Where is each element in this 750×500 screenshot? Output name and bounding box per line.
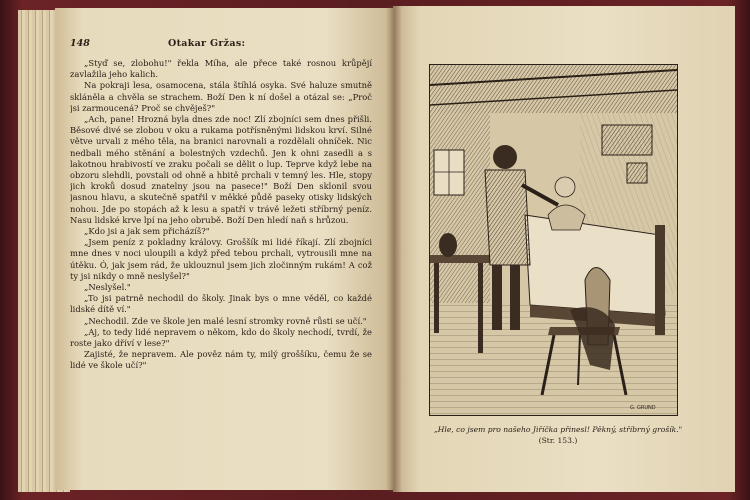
page-header	[70, 38, 370, 52]
book-gutter	[386, 6, 402, 492]
caption-text: „Hle, co jsem pro našeho Jiříčka přinesl! Pěkný, stříbrný grošík."	[433, 425, 683, 434]
paragraph: „To jsi patrně nechodil do školy. Jinak bys o mne věděl, co každé lidské dítě ví."	[70, 293, 372, 315]
paragraph: „Kdo jsi a jak sem přicházíš?"	[84, 226, 210, 237]
running-head: Otakar Gržas:	[168, 38, 246, 49]
paragraph: „Nechodil. Zde ve škole jen malé lesní stromky rovně růsti se učí."	[84, 315, 367, 326]
paragraph: „Styď se, zlobohu!" řekla Míha, ale přece také rosnou krůpějí zavlažila jeho kalich.	[70, 58, 372, 80]
body-text	[70, 58, 372, 478]
paragraph: „Ach, pane! Hrozná byla dnes zde noc! Zlí zbojníci sem dnes přišli. Běsové divé se zlobou v oku a rukama potřísněnými lidskou krví. Silné větve urvali z mého těla, na branici narovnali a rozdělali ohníček. Nic nedbali mého stěnání a bolestných vzdechů. Jen k ohni zasedli a s lakotnou hrabivostí ve zraku počali se dělit o lup. Teprve když lebe na obzoru slehdli, povstali od ohně a hbitě prchali v temný les. Hle, stopy jich kroků dosud znatelny jsou na pasece!" Boží Den sklonil svou jasnou hlavu, a skutečně spatřil v měkké půdě paseky otisky lidských nohou. Jde po stopách až k lesu a spatří v trávě ležeti stříbrný peníz. Nasu lidské krve lpí na jeho obrubě. Boží Den hledí naň s hrůzou.	[70, 114, 372, 225]
illustration-signature: G. GRUND	[630, 405, 656, 411]
caption-page-ref: (Str. 153.)	[538, 436, 578, 445]
paragraph: Zajisté, že nepravem. Ale pověz nám ty, milý groššíku, čemu že se lidé ve škole učí?"	[70, 349, 372, 371]
paragraph: „Aj, to tedy lidé nepravem o někom, kdo do školy nechodí, tvrdí, že roste jako dříví v lese?"	[70, 326, 372, 349]
page-number: 148	[70, 38, 90, 49]
engraving-illustration	[429, 64, 678, 416]
paragraph: Na pokraji lesa, osamocena, stála štíhlá osyka. Své haluze smutně skláněla a chvěla se strachem. Boží Den k ní došel a otázal se: „Proč jsi zarmoucená? Proč se chvěješ?"	[70, 80, 372, 113]
paragraph: „Neslyšel."	[84, 282, 131, 293]
illustration-caption	[418, 424, 698, 446]
paragraph: „Jsem peníz z pokladny královy. Groššík mi lidé říkají. Zlí zbojníci mne dnes v noci uloupili a když před tebou prchali, vytrousili mne na útěku. Ó, jak jsem rád, že uklouznul jsem jich zločinným rukám! A což ty jsi nikdy o mně neslyšel?"	[70, 237, 372, 281]
